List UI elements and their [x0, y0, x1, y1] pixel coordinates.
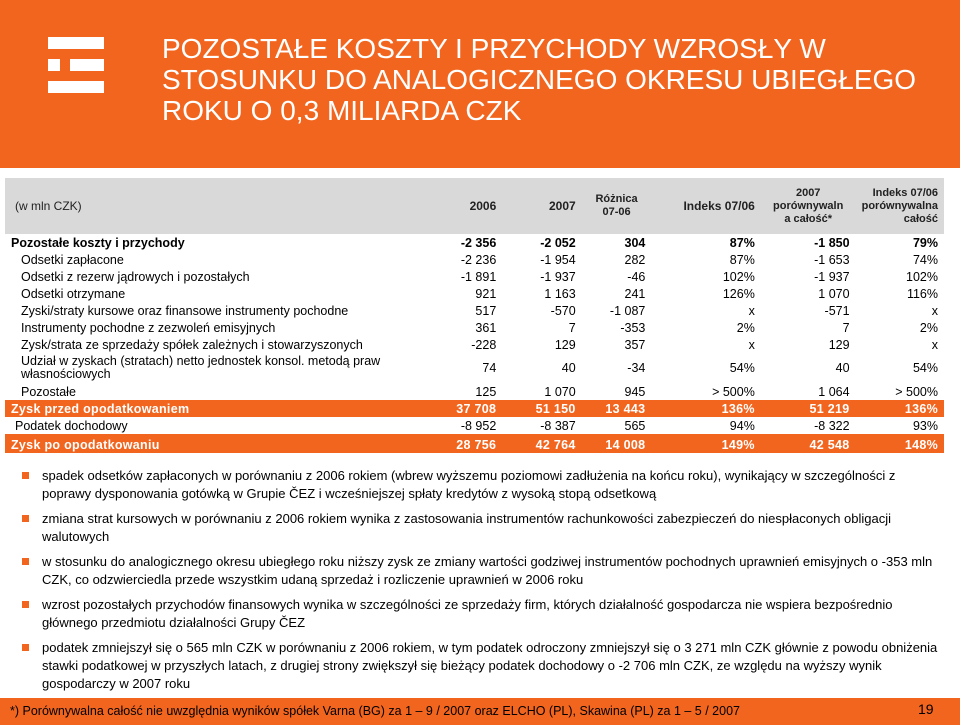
table-cell: 149%	[651, 435, 760, 453]
table-cell: 40	[835, 361, 850, 375]
table-cell: 42 764	[502, 435, 581, 453]
table-cell: -8 952	[430, 417, 503, 435]
table-cell: -1 087	[609, 303, 646, 318]
table-cell: -1 937	[814, 269, 850, 284]
table-cell: 102%	[722, 269, 755, 284]
table-cell: 129	[554, 337, 576, 352]
table-row	[5, 336, 944, 353]
row-label: Pozostałe	[21, 384, 76, 399]
footer-bar	[0, 698, 960, 725]
table-cell: 125	[475, 384, 497, 399]
bullet-square-icon	[22, 601, 29, 608]
list-item: w stosunku do analogicznego okresu ubiegłego roku niższy zysk ze zmiany wartości godziwej instrumentów pochodnych uprawnień emisyjnych o -353 mln CZK, co odzwierciedla przede wszystkim udaną sprzedaż i rozliczenie uprawnień w 2006 roku	[22, 553, 942, 589]
table-cell: 1 163	[544, 286, 576, 301]
row-label: Odsetki z rezerw jądrowych i pozostałych	[21, 269, 250, 284]
cez-logo-icon	[48, 37, 104, 93]
table-cell: -8 322	[761, 417, 856, 435]
row-label: Podatek dochodowy	[5, 417, 430, 435]
table-cell: 921	[475, 286, 497, 301]
list-item: wzrost pozostałych przychodów finansowych wynika w szczególności ze sprzedaży firm, których działalność gospodarcza nie wspiera bezpośrednio głównego przedmiotu działalności Grupy ČEZ	[22, 596, 942, 632]
table-cell: -2 052	[540, 235, 576, 250]
row-label: Zysk/strata ze sprzedaży spółek zależnych i stowarzyszonych	[21, 337, 363, 352]
table-cell: -228	[471, 337, 497, 352]
table-cell: 2%	[919, 320, 938, 335]
list-item: zmiana strat kursowych w porównaniu z 2006 rokiem wynika z zastosowania instrumentów rachunkowości zabezpieczeń do niespłaconych obligacji walutowych	[22, 510, 942, 546]
table-cell: 2%	[736, 320, 755, 335]
table-cell: 74	[482, 361, 497, 375]
table-header-row	[5, 178, 944, 234]
table-cell: x	[931, 303, 938, 318]
table-cell: 1 064	[818, 384, 850, 399]
table-cell: -2 236	[460, 252, 497, 267]
table-row	[5, 383, 944, 400]
table-cell: 282	[624, 252, 646, 267]
table-cell: -1 954	[540, 252, 576, 267]
table-cell: 40	[561, 361, 576, 375]
table-cell: -34	[627, 361, 646, 375]
table-cell: 565	[582, 417, 652, 435]
table-cell: 87%	[729, 235, 755, 250]
row-label: Zysk po opodatkowaniu	[5, 435, 430, 453]
table-cell: 14 008	[582, 435, 652, 453]
table-cell: 136%	[651, 400, 760, 417]
table-cell: 13 443	[582, 400, 652, 417]
row-label: Zysk przed opodatkowaniem	[5, 400, 430, 417]
col-header-comparable: 2007 porównywaln a całość*	[761, 178, 856, 234]
table-row	[5, 234, 944, 251]
table-row-highlight	[5, 435, 944, 453]
table-row	[5, 353, 944, 383]
table-cell: 42 548	[761, 435, 856, 453]
table-row	[5, 319, 944, 336]
table-row-highlight	[5, 400, 944, 417]
table-cell: > 500%	[895, 384, 938, 399]
bullet-square-icon	[22, 558, 29, 565]
table-cell: -353	[620, 320, 646, 335]
table-cell: -570	[550, 303, 576, 318]
table-cell: 37 708	[430, 400, 503, 417]
table-cell: x	[748, 303, 755, 318]
bullet-square-icon	[22, 644, 29, 651]
table-cell: 129	[828, 337, 850, 352]
table-cell: 79%	[912, 235, 938, 250]
commentary-list	[22, 467, 942, 700]
table-cell: 51 150	[502, 400, 581, 417]
table-cell: 94%	[651, 417, 760, 435]
table-cell: -2 356	[460, 235, 497, 250]
col-header-index: Indeks 07/06	[651, 178, 760, 234]
page-number: 19	[918, 701, 934, 717]
bullet-square-icon	[22, 515, 29, 522]
bullet-square-icon	[22, 472, 29, 479]
table-cell: 361	[475, 320, 497, 335]
table-cell: 116%	[906, 286, 938, 301]
list-item: spadek odsetków zapłaconych w porównaniu z 2006 rokiem (wbrew wyższemu poziomowi zadłużenia na końcu roku), wynikający w szczególności z poprawy dysponowania gotówką w Grupie ČEZ i wcześniejszej spłaty kredytów z wysoką stopą odsetkową	[22, 467, 942, 503]
table-cell: x	[931, 337, 938, 352]
table-row	[5, 268, 944, 285]
table-cell: -1 653	[814, 252, 850, 267]
table-cell: -8 387	[502, 417, 581, 435]
table-cell: x	[748, 337, 755, 352]
row-label: Instrumenty pochodne z zezwoleń emisyjnych	[21, 320, 276, 335]
row-label: Udział w zyskach (stratach) netto jednostek konsol. metodą praw własnościowych	[21, 354, 381, 381]
table-row	[5, 285, 944, 302]
table-cell: 51 219	[761, 400, 856, 417]
table-cell: 1 070	[818, 286, 850, 301]
col-header-label: (w mln CZK)	[5, 178, 430, 234]
table-cell: 945	[624, 384, 646, 399]
table-cell: -1 937	[540, 269, 576, 284]
table-cell: -46	[627, 269, 646, 284]
table-cell: 54%	[912, 361, 938, 375]
table-row	[5, 302, 944, 319]
col-header-2007: 2007	[502, 178, 581, 234]
table-cell: 126%	[722, 286, 755, 301]
table-cell: -1 850	[814, 235, 850, 250]
table-cell: 54%	[729, 361, 755, 375]
list-item: podatek zmniejszył się o 565 mln CZK w porównaniu z 2006 rokiem, w tym podatek odroczony zmniejszył się o 3 271 mln CZK głównie z powodu obniżenia stawki podatkowej w przyszłych latach, z drugiej strony zwiększył się bieżący podatek dochodowy o -2 706 mln CZK, ze względu na wyższy wynik gospodarczy w 2007 roku	[22, 639, 942, 693]
footnote: *) Porównywalna całość nie uwzględnia wyników spółek Varna (BG) za 1 – 9 / 2007 oraz ELCHO (PL), Skawina (PL) za 1 – 5 / 2007	[10, 704, 740, 718]
col-header-comparable-index: Indeks 07/06 porównywalna całość	[856, 178, 944, 234]
table-row	[5, 417, 944, 435]
table-cell: 93%	[856, 417, 944, 435]
table-cell: 102%	[906, 269, 938, 284]
page-title: POZOSTAŁE KOSZTY I PRZYCHODY WZROSŁY W STOSUNKU DO ANALOGICZNEGO OKRESU UBIEGŁEGO ROKU O 0,3 MILIARDA CZK	[162, 33, 917, 126]
table-cell: -1 891	[460, 269, 497, 284]
table-cell: 304	[624, 235, 646, 250]
row-label: Odsetki otrzymane	[21, 286, 126, 301]
col-header-diff: Różnica 07-06	[582, 178, 652, 234]
table-cell: 357	[624, 337, 646, 352]
table-cell: 148%	[856, 435, 944, 453]
row-label: Odsetki zapłacone	[21, 252, 124, 267]
row-label: Pozostałe koszty i przychody	[11, 235, 185, 250]
row-label: Zyski/straty kursowe oraz finansowe instrumenty pochodne	[21, 303, 349, 318]
table-cell: 7	[842, 320, 850, 335]
table-cell: 1 070	[544, 384, 576, 399]
table-cell: 241	[624, 286, 646, 301]
table-row	[5, 251, 944, 268]
col-header-2006: 2006	[430, 178, 503, 234]
table-cell: 136%	[856, 400, 944, 417]
table-cell: > 500%	[712, 384, 755, 399]
table-cell: 7	[568, 320, 576, 335]
table-cell: 87%	[729, 252, 755, 267]
table-cell: 517	[475, 303, 497, 318]
table-cell: -571	[824, 303, 850, 318]
financial-table	[5, 178, 944, 453]
table-cell: 28 756	[430, 435, 503, 453]
table-cell: 74%	[912, 252, 938, 267]
header-banner	[0, 0, 960, 168]
